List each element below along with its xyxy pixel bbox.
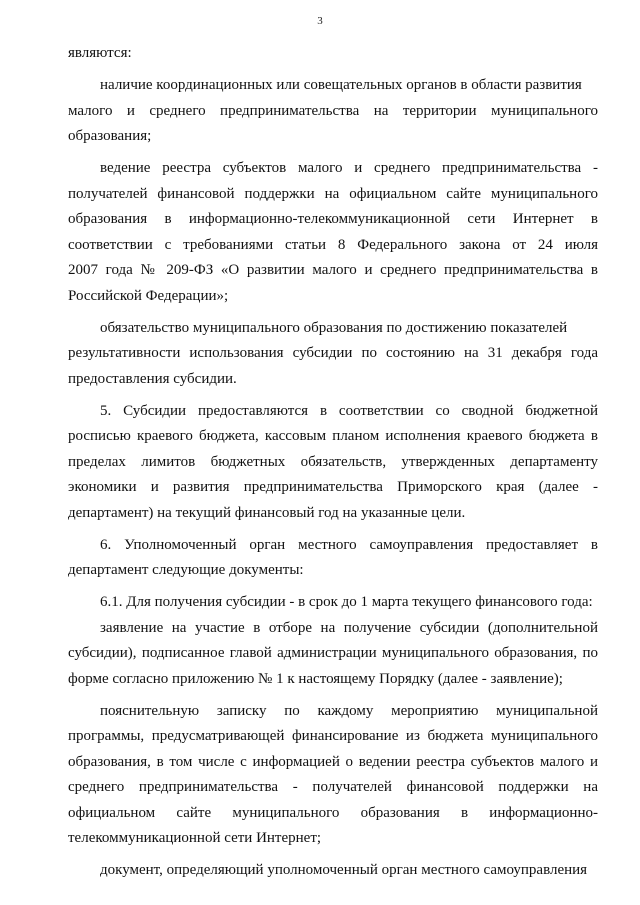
text-line: 6.1. Для получения субсидии - в срок до 1 марта текущего финансового года: bbox=[100, 594, 593, 610]
text-line: пределах лимитов бюджетных обязательств, утвержденных департаменту bbox=[68, 453, 598, 470]
text-line: заявление на участие в отборе на получение субсидии (дополнительной bbox=[100, 619, 598, 636]
text-line: наличие координационных или совещательных органов в области развития bbox=[100, 77, 582, 93]
text-line: обязательство муниципального образования по достижению показателей bbox=[100, 319, 568, 336]
text-line: департамент) на текущий финансовый год на указанные цели. bbox=[68, 504, 466, 521]
text-line: 5. Субсидии предоставляются в соответствии со сводной бюджетной bbox=[100, 402, 598, 419]
text-line: росписью краевого бюджета, кассовым планом исполнения краевого бюджета в bbox=[68, 428, 598, 444]
text-line: экономики и развития предпринимательства Приморского края (далее - bbox=[68, 479, 598, 495]
text-line: малого и среднего предпринимательства на территории муниципального bbox=[68, 102, 598, 119]
text-line: являются: bbox=[68, 45, 132, 61]
text-line: образования; bbox=[68, 128, 152, 144]
text-line: департамент следующие документы: bbox=[68, 562, 304, 578]
text-line: программы, предусматривающей финансирование из бюджета муниципального bbox=[68, 728, 598, 744]
text-line: пояснительную записку по каждому мероприятию муниципальной bbox=[100, 702, 598, 719]
text-line: форме согласно приложению № 1 к настоящему Порядку (далее - заявление); bbox=[68, 670, 563, 687]
text-line: документ, определяющий уполномоченный орган местного самоуправления bbox=[100, 862, 588, 878]
text-line: образования в информационно-телекоммуникационной сети Интернет в bbox=[68, 211, 598, 227]
text-line: телекоммуникационной сети Интернет; bbox=[68, 830, 322, 846]
text-line: получателей финансовой поддержки на официальном сайте муниципального bbox=[68, 185, 598, 202]
text-line: субсидии), подписанное главой администрации муниципального образования, по bbox=[68, 645, 598, 661]
text-line: официальном сайте муниципального образования в информационно- bbox=[68, 804, 598, 821]
text-line: предоставления субсидии. bbox=[68, 370, 237, 387]
text-line: ведение реестра субъектов малого и среднего предпринимательства - bbox=[100, 160, 598, 176]
text-line: 6. Уполномоченный орган местного самоуправления предоставляет в bbox=[100, 536, 598, 553]
text-line: среднего предпринимательства - получателей финансовой поддержки на bbox=[68, 779, 598, 795]
text-line: соответствии с требованиями статьи 8 Федерального закона от 24 июля bbox=[68, 236, 598, 253]
text-line: результативности использования субсидии по состоянию на 31 декабря года bbox=[68, 345, 598, 361]
text-line: образования, в том числе с информацией о ведении реестра субъектов малого и bbox=[68, 753, 598, 770]
text-line: 2007 года № 209-ФЗ «О развитии малого и среднего предпринимательства в bbox=[68, 262, 598, 278]
page-number: 3 bbox=[317, 15, 323, 27]
document-body bbox=[68, 41, 598, 884]
text-line: Российской Федерации»; bbox=[68, 287, 229, 304]
